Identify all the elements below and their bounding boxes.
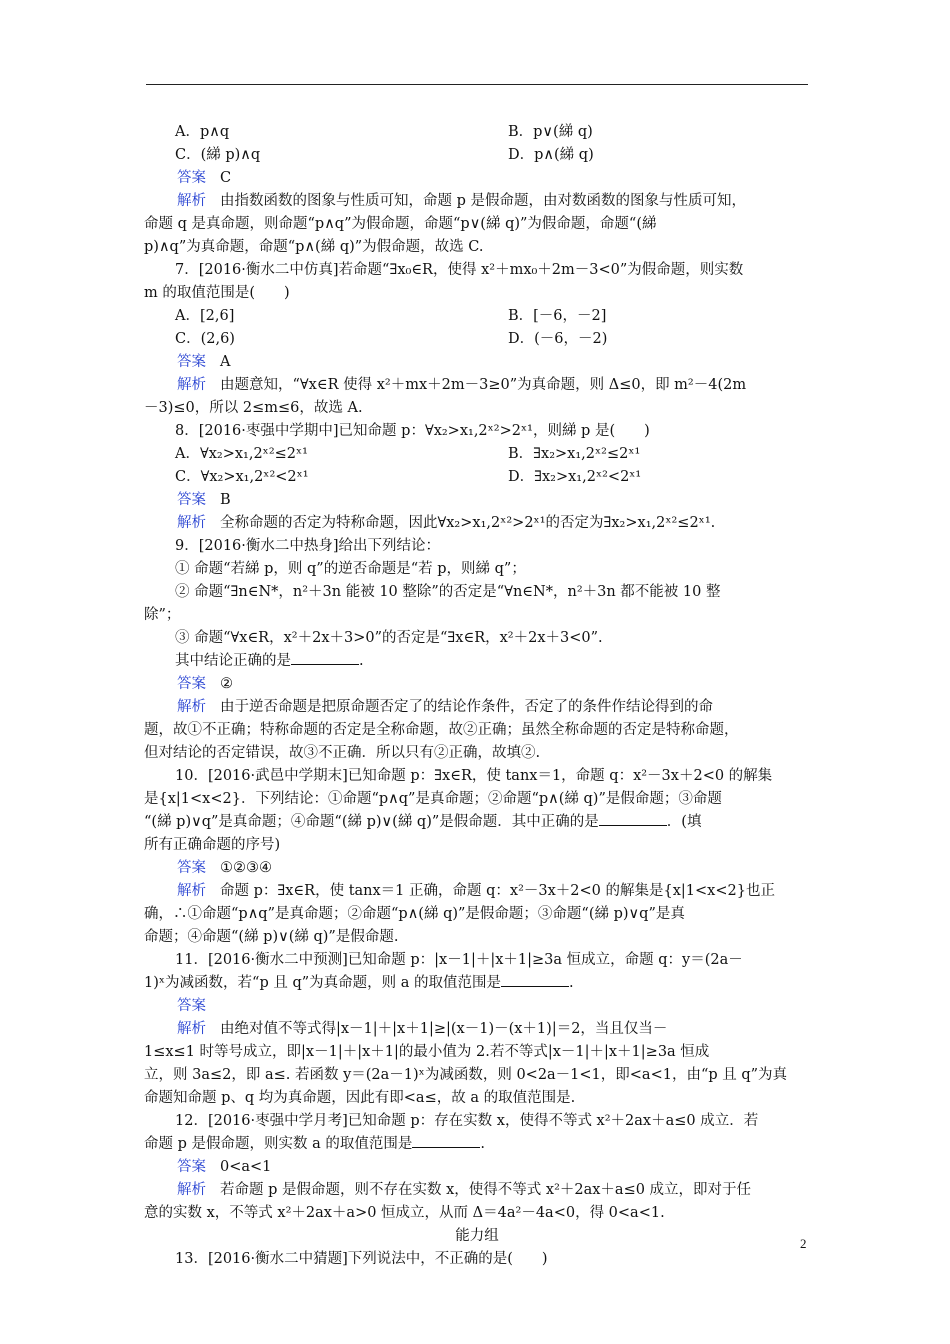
answer-text: 0<a<1 xyxy=(220,1159,272,1175)
option-row xyxy=(175,443,810,466)
answer-label: 答案 xyxy=(177,492,206,508)
answer-text: B xyxy=(220,492,231,508)
answer-line xyxy=(175,857,810,880)
question-line: ① 命题“若綈 p，则 q”的逆否命题是“若 p，则綈 q”； xyxy=(175,561,526,577)
answer-line xyxy=(175,167,810,190)
analysis-line xyxy=(175,374,810,397)
blank-line xyxy=(175,650,810,673)
line-text: 1)ˣ为减函数，若“p 且 q”为真命题，则 a 的取值范围是 xyxy=(144,975,501,991)
continuation-line: 所有正确命题的序号) xyxy=(144,837,281,853)
option-right: D．p∧(綈 q) xyxy=(508,147,594,163)
continuation-line: 立，则 3a≤2，即 a≤. 若函数 y＝(2a－1)ˣ为减函数，则 0<2a－1<1，即<a<1，由“p 且 q”为真 xyxy=(144,1067,788,1083)
option-row xyxy=(175,328,810,351)
continuation-line: 命题知命题 p、q 均为真命题，因此有即<a≤，故 a 的取值范围是. xyxy=(144,1090,576,1106)
answer-blank xyxy=(291,650,359,665)
answer-line xyxy=(175,489,810,512)
question-line: 9．[2016·衡水二中热身]给出下列结论： xyxy=(175,538,441,554)
answer-blank xyxy=(501,972,569,987)
answer-label: 答案 xyxy=(177,170,206,186)
continuation-line: 意的实数 x，不等式 x²＋2ax＋a>0 恒成立，从而 Δ＝4a²－4a<0，得 0<a<1. xyxy=(144,1205,665,1221)
analysis-line xyxy=(175,880,810,903)
analysis-text: 若命题 p 是假命题，则不存在实数 x，使得不等式 x²＋2ax＋a≤0 成立，即对于任 xyxy=(220,1182,752,1198)
continuation-line: p)∧q”为真命题，命题“p∧(綈 q)”为假命题，故选 C. xyxy=(144,239,484,255)
analysis-label: 解析 xyxy=(177,883,206,899)
section-heading: 能力组 xyxy=(455,1228,499,1244)
line-tail: . xyxy=(480,1136,485,1152)
answer-blank xyxy=(599,811,667,826)
answer-label: 答案 xyxy=(177,354,206,370)
answer-label: 答案 xyxy=(177,676,206,692)
continuation-line: m 的取值范围是( ) xyxy=(144,285,290,301)
analysis-line xyxy=(175,1179,810,1202)
analysis-label: 解析 xyxy=(177,515,206,531)
option-row xyxy=(175,121,810,144)
line-text: 其中结论正确的是 xyxy=(175,653,291,669)
question-line: 11．[2016·衡水二中预测]已知命题 p：|x－1|＋|x＋1|≥3a 恒成立，命题 q：y＝(2a－ xyxy=(175,952,743,968)
continuation-line: 确，∴①命题“p∧q”是真命题；②命题“p∧(綈 q)”是假命题；③命题“(綈 p)∨q”是真 xyxy=(144,906,685,922)
option-row xyxy=(175,144,810,167)
analysis-line xyxy=(175,512,810,535)
analysis-line xyxy=(175,696,810,719)
answer-label: 答案 xyxy=(177,860,206,876)
header-rule xyxy=(146,84,808,85)
continuation-line: 命题；④命题“(綈 p)∨(綈 q)”是假命题. xyxy=(144,929,399,945)
line-text: 命题 p 是假命题，则实数 a 的取值范围是 xyxy=(144,1136,413,1152)
answer-line xyxy=(175,673,810,696)
analysis-text: 由绝对值不等式得|x－1|＋|x＋1|≥|(x－1)－(x＋1)|＝2，当且仅当－ xyxy=(220,1021,668,1037)
answer-text: A xyxy=(220,354,231,370)
option-right: D．∃x₂>x₁,2ˣ²<2ˣ¹ xyxy=(508,469,642,485)
line-tail: . xyxy=(569,975,574,991)
question-line: 8．[2016·枣强中学期中]已知命题 p：∀x₂>x₁,2ˣ²>2ˣ¹，则綈 p 是( ) xyxy=(175,423,650,439)
analysis-label: 解析 xyxy=(177,377,206,393)
option-right: B．p∨(綈 q) xyxy=(508,124,593,140)
continuation-line: 除”； xyxy=(144,607,181,623)
question-line: 10．[2016·武邑中学期末]已知命题 p：∃x∈R，使 tanx＝1，命题 q：x²－3x＋2<0 的解集 xyxy=(175,768,773,784)
analysis-line xyxy=(175,1018,810,1041)
answer-line xyxy=(175,995,810,1018)
line-tail: ．(填 xyxy=(666,814,702,830)
question-line: 7．[2016·衡水二中仿真]若命题“∃x₀∈R，使得 x²＋mx₀＋2m－3<0”为假命题，则实数 xyxy=(175,262,744,278)
question-line: ② 命题“∃n∈N*，n²＋3n 能被 10 整除”的否定是“∀n∈N*，n²＋3n 都不能被 10 整 xyxy=(175,584,721,600)
option-left: A．[2,6] xyxy=(175,308,235,324)
analysis-label: 解析 xyxy=(177,699,206,715)
option-left: A．p∧q xyxy=(175,124,230,140)
option-right: B．∃x₂>x₁,2ˣ²≤2ˣ¹ xyxy=(508,446,641,462)
blank-line xyxy=(144,972,810,995)
document-body xyxy=(144,121,810,1271)
option-left: C．(綈 p)∧q xyxy=(175,147,261,163)
continuation-line: －3)≤0，所以 2≤m≤6，故选 A. xyxy=(144,400,363,416)
analysis-label: 解析 xyxy=(177,1021,206,1037)
continuation-line: 命题 q 是真命题，则命题“p∧q”为假命题，命题“p∨(綈 q)”为假命题，命题“(綈 xyxy=(144,216,657,232)
analysis-text: 命题 p：∃x∈R，使 tanx＝1 正确，命题 q：x²－3x＋2<0 的解集是{x|1<x<2}也正 xyxy=(220,883,775,899)
answer-blank xyxy=(412,1133,480,1148)
option-row xyxy=(175,305,810,328)
analysis-line xyxy=(175,190,810,213)
option-right: D．(－6，－2) xyxy=(508,331,608,347)
question-line: 12．[2016·枣强中学月考]已知命题 p：存在实数 x，使得不等式 x²＋2ax＋a≤0 成立．若 xyxy=(175,1113,759,1129)
option-left: C．∀x₂>x₁,2ˣ²<2ˣ¹ xyxy=(175,469,309,485)
continuation-line: 但对结论的否定错误，故③不正确．所以只有②正确，故填②. xyxy=(144,745,541,761)
option-left: C．(2,6) xyxy=(175,331,235,347)
analysis-text: 由于逆否命题是把原命题否定了的结论作条件，否定了的条件作结论得到的命 xyxy=(220,699,713,715)
answer-label: 答案 xyxy=(177,1159,206,1175)
blank-line xyxy=(144,811,810,834)
line-text: “(綈 p)∨q”是真命题；④命题“(綈 p)∨(綈 q)”是假命题．其中正确的是 xyxy=(144,814,599,830)
option-right: B．[－6，－2] xyxy=(508,308,607,324)
analysis-label: 解析 xyxy=(177,1182,206,1198)
analysis-text: 由题意知，“∀x∈R 使得 x²＋mx＋2m－3≥0”为真命题，则 Δ≤0，即 m²－4(2m xyxy=(220,377,747,393)
option-left: A．∀x₂>x₁,2ˣ²≤2ˣ¹ xyxy=(175,446,308,462)
answer-label: 答案 xyxy=(177,998,206,1014)
answer-text: ①②③④ xyxy=(220,860,272,876)
continuation-line: 题，故①不正确；特称命题的否定是全称命题，故②正确；虽然全称命题的否定是特称命题， xyxy=(144,722,739,738)
line-tail: . xyxy=(359,653,364,669)
blank-line xyxy=(144,1133,810,1156)
analysis-label: 解析 xyxy=(177,193,206,209)
question-line: 13．[2016·衡水二中猜题]下列说法中，不正确的是( ) xyxy=(175,1251,548,1267)
analysis-text: 全称命题的否定为特称命题，因此∀x₂>x₁,2ˣ²>2ˣ¹的否定为∃x₂>x₁,2ˣ²≤2ˣ¹. xyxy=(220,515,716,531)
answer-line xyxy=(175,1156,810,1179)
page-number: 2 xyxy=(800,1236,807,1251)
answer-text: ② xyxy=(220,676,233,692)
continuation-line: 1≤x≤1 时等号成立，即|x－1|＋|x＋1|的最小值为 2.若不等式|x－1|＋|x＋1|≥3a 恒成 xyxy=(144,1044,710,1060)
answer-text: C xyxy=(220,170,232,186)
answer-line xyxy=(175,351,810,374)
analysis-text: 由指数函数的图象与性质可知，命题 p 是假命题，由对数函数的图象与性质可知， xyxy=(220,193,746,209)
question-line: ③ 命题“∀x∈R，x²＋2x＋3>0”的否定是“∃x∈R，x²＋2x＋3<0”. xyxy=(175,630,603,646)
option-row xyxy=(175,466,810,489)
continuation-line: 是{x|1<x<2}．下列结论：①命题“p∧q”是真命题；②命题“p∧(綈 q)”是假命题；③命题 xyxy=(144,791,722,807)
